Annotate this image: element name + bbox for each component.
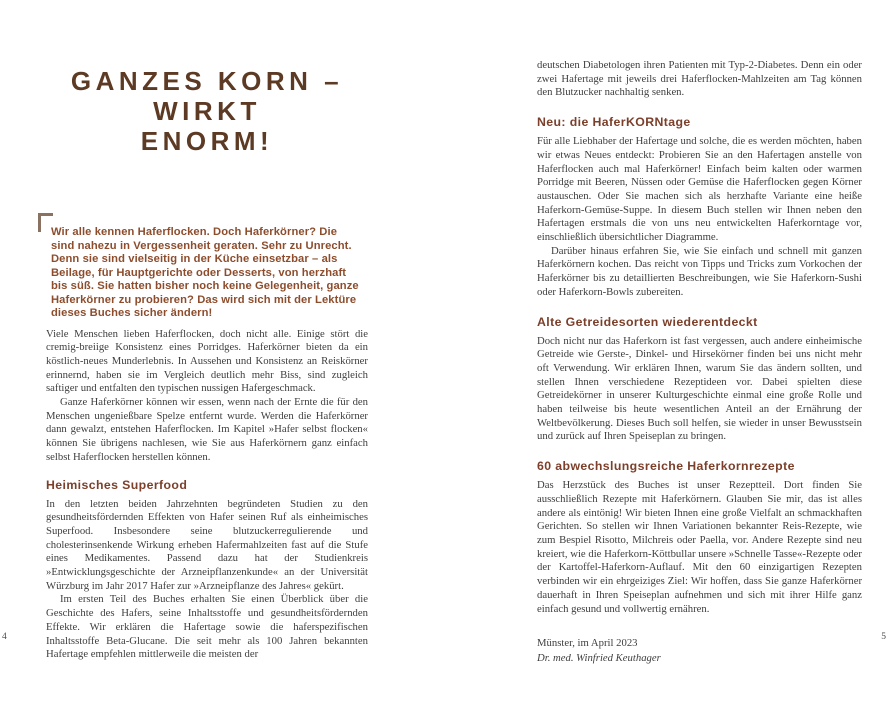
page-right xyxy=(537,59,862,665)
page-left xyxy=(46,66,368,662)
body-paragraph: In den letzten beiden Jahrzehnten begründeten Studien zu den gesundheitsfördernden Effekten von Hafer seinen Ruf als einheimisches Superfood. Insbesondere seine blutzuckerregulierende und cholesterinsenkende Wirkung erheben Hafermahlzeiten fast auf die Stufe eines Medikamentes. Passend dazu hat der Studienkreis »Entwicklungsgeschichte der Arzneipflanzenkunde« an der Universität Würzburg im Jahr 2017 Hafer zur »Arzneipflanze des Jahres« gekürt. xyxy=(46,497,368,592)
body-paragraph: Im ersten Teil des Buches erhalten Sie einen Überblick über die Geschichte des Hafers, seine Inhaltsstoffe und gesundheitsfördernden Effekte. Wir erklären die Hafertage sowie die haferspezifischen Inhaltsstoffe Beta-Glucane. Die seit mehr als 100 Jahren bekannten Hafertage empfehlen mittlerweile die meisten der xyxy=(46,593,368,661)
page-title xyxy=(46,66,368,156)
section-heading-alte-getreidesorten: Alte Getreidesorten wiederentdeckt xyxy=(537,314,758,329)
body-paragraph: Viele Menschen lieben Haferflocken, doch nicht alle. Einige stört die cremig-breiige Konsistenz eines Porridges. Haferkörner bieten da ein köstlich-neues Munderlebnis. In Aussehen und Konsistenz an Reiskörner erinnernd, haben sie im Vergleich deutlich mehr Biss, sind zugleich saftiger und entfalten den typischen nussigen Hafergeschmack. xyxy=(46,327,368,395)
signoff-author: Dr. med. Winfried Keuthager xyxy=(537,651,661,664)
page-number-left: 4 xyxy=(2,632,7,642)
page-number-right: 5 xyxy=(881,632,886,642)
section-heading-heimisches-superfood: Heimisches Superfood xyxy=(46,477,188,492)
intro-block xyxy=(46,216,368,321)
body-paragraph: Ganze Haferkörner können wir essen, wenn nach der Ernte die für den Menschen ungenießbare Spelze entfernt wurde. Werden die Haferkörner dann gewalzt, entstehen Haferflocken. Im Kapitel »Hafer selbst flocken« können Sie übrigens nachlesen, wie Sie aus Haferkörnern ganz einfach selbst Haferflocken herstellen können. xyxy=(46,396,368,463)
right-body-text xyxy=(537,59,862,665)
intro-paragraph: Wir alle kennen Haferflocken. Doch Haferkörner? Die sind nahezu in Vergessenheit geraten. Sehr zu Unrecht. Denn sie sind vielseitig in der Küche einsetzbar – als Beilage, für Hauptgerichte oder Desserts, von herzhaft bis süß. Sie hatten bisher noch keine Gelegenheit, ganze Haferkörner zu probieren? Das wird sich mit der Lektüre dieses Buches sicher ändern! xyxy=(51,226,359,319)
body-paragraph: Das Herzstück des Buches ist unser Rezeptteil. Dort finden Sie ausschließlich Rezepte mit Haferkörnern. Glauben Sie mir, das ist alles andere als eintönig! Wir bieten Ihnen eine große Vielfalt an schmackhaften Gerichten. So stellen wir Ihnen Variationen bekannter Reis-Rezepte, wie zum Bespiel Risotto, Milchreis oder Paella, vor. Andere Rezepte sind neu kreiert, wie die Haferkorn-Köttbullar unsere »Schnelle Tasse«-Rezepte oder der Kartoffel-Haferkorn-Auflauf. Mit den 60 einzigartigen Rezepten verbinden wir ein ehrgeiziges Ziel: Wir hoffen, dass Sie ganze Haferkörner dauerhaft in Ihren Speiseplan aufnehmen und sich mit ihrer Hilfe ganz einfach gesund und vollwertig ernähren. xyxy=(537,479,862,615)
continuation-paragraph: deutschen Diabetologen ihren Patienten mit Typ-2-Diabetes. Denn ein oder zwei Hafertage mit jeweils drei Haferflocken-Mahlzeiten am Tag können den Blutzucker nachhaltig senken. xyxy=(537,59,862,99)
left-body-text xyxy=(46,328,368,662)
section-heading-haferkorntage: Neu: die HaferKORNtage xyxy=(537,115,691,130)
body-paragraph: Doch nicht nur das Haferkorn ist fast vergessen, auch andere einheimische Getreide wie Gerste-, Dinkel- und Hirsekörner finden bei uns nicht mehr oft Verwendung. Wir erklären Ihnen, warum Sie das ändern sollten, und stellen Ihnen verschiedene Rezeptideen vor. Dabei spielten diese Getreidekörner in unserer Kulturgeschichte einmal eine große Rolle und haben teilweise bis heute wesentlichen Anteil an der Ernährung der Weltbevölkerung. Dieses Buch soll helfen, sie wieder in unser Bewusstsein und zurück auf Ihren Speiseplan zu bringen. xyxy=(537,334,862,443)
signoff-place-date: Münster, im April 2023 xyxy=(537,637,638,650)
corner-bracket-icon xyxy=(38,213,53,232)
page-title-line2: ENORM! xyxy=(140,126,274,156)
section-heading-haferkornrezepte: 60 abwechslungsreiche Haferkornrezepte xyxy=(537,459,795,474)
page-title-line1: GANZES KORN – WIRKT xyxy=(70,66,344,126)
signoff xyxy=(537,636,862,665)
body-paragraph: Für alle Liebhaber der Hafertage und solche, die es werden möchten, haben wir etwas Neues entdeckt: Probieren Sie an den Hafertagen anstelle von Haferflocken auch mal Haferkörner! Einfach beim kalten oder warmen Porridge mit Beeren, Nüssen oder Gemüse die Haferflocken gegen Körner austauschen. Oder Sie machen sich als herzhafte Variante eine heiße Haferkorn-Gemüse-Suppe. In diesem Buch stellen wir Ihnen neben den Hafertagen erstmals die von uns neu entwickelten Haferkorntage vor, einschließlich übersichtlicher Diagramme. xyxy=(537,135,862,244)
body-paragraph: Darüber hinaus erfahren Sie, wie Sie einfach und schnell mit ganzen Haferkörnern kochen. Das reicht von Tipps und Tricks zum Vorkochen der Haferkörner bis zu detaillierten Beschreibungen, wie Sie Haferkorn-Sushi oder Haferkorn-Bowls zubereiten. xyxy=(537,244,862,298)
